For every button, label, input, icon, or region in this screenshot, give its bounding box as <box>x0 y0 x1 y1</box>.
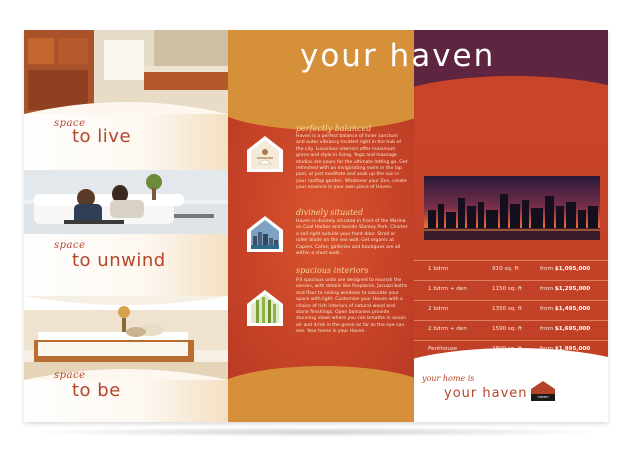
house-frame-yoga <box>245 134 285 178</box>
kitchen-photo <box>24 30 228 114</box>
logo-text: haven <box>537 395 549 399</box>
section-heading-situated: divinely situated <box>296 208 364 217</box>
unit-type: 1 bdrm <box>428 266 449 272</box>
price-value: $1,095,000 <box>554 266 591 272</box>
unit-price <box>540 286 590 292</box>
trifold-brochure <box>24 30 608 422</box>
right-panel <box>414 30 608 422</box>
house-frame-city <box>245 214 285 258</box>
unit-size: 1150 sq. ft <box>492 286 523 292</box>
left-panel <box>24 30 228 422</box>
bedroom-photo <box>24 296 228 380</box>
tag-space-3: space <box>54 370 86 381</box>
price-from-label: from <box>540 266 554 272</box>
couple-sofa-photo <box>24 170 228 234</box>
price-value: $1,295,000 <box>554 286 591 292</box>
footer-line-1: your home is <box>422 374 475 383</box>
price-value: $1,695,000 <box>554 326 591 332</box>
price-from-label: from <box>540 306 554 312</box>
house-frame-bamboo <box>245 288 285 332</box>
unit-price <box>540 346 590 352</box>
unit-size: 1350 sq. ft <box>492 306 523 312</box>
tag-to-be: to be <box>72 380 121 401</box>
section-heading-interiors: spacious interiors <box>296 266 369 275</box>
unit-price <box>540 326 590 332</box>
section-heading-balanced: perfectly balanced <box>296 124 372 133</box>
unit-type: 2 bdrm + den <box>428 326 467 332</box>
section-body-balanced: Haven is a perfect balance of inner sanctum and outer vibrancy located right in the hub of the city. Luxurious interiors offer maximum grace and style in living. Yoga and massage studios are yours for the ultimate letting go. Get refreshed with an invigorating swim in the lap pool, or just meditate and soak up the sun in your rooftop garden. Whatever your Zen, create your essence in your own piece of Haven. <box>296 134 408 191</box>
brochure-title: your haven <box>300 38 496 74</box>
tag-to-unwind: to unwind <box>72 250 166 271</box>
unit-size: 910 sq. ft <box>492 266 519 272</box>
tag-space-1: space <box>54 118 86 129</box>
unit-type: 1 bdrm + den <box>428 286 467 292</box>
unit-price <box>540 306 590 312</box>
price-value: $1,495,000 <box>554 306 591 312</box>
price-from-label: from <box>540 326 554 332</box>
unit-type: 2 bdrm <box>428 306 449 312</box>
unit-row <box>414 300 608 321</box>
price-from-label: from <box>540 286 554 292</box>
unit-row <box>414 260 608 281</box>
tag-to-live: to live <box>72 126 132 147</box>
haven-house-logo-icon <box>530 380 556 402</box>
brochure-shadow <box>24 427 608 437</box>
price-value: $1,995,000 <box>554 346 591 352</box>
footer-line-2: your haven <box>444 386 528 401</box>
tag-space-2: space <box>54 240 86 251</box>
middle-top-curve <box>228 70 414 130</box>
city-skyline-photo <box>424 176 600 240</box>
unit-row <box>414 320 608 341</box>
unit-size: 2800 sq. ft <box>492 346 523 352</box>
unit-row <box>414 280 608 301</box>
middle-panel <box>228 30 414 422</box>
right-red-curve <box>414 76 608 136</box>
unit-size: 1590 sq. ft <box>492 326 523 332</box>
unit-price <box>540 266 590 272</box>
section-body-interiors: Fill spacious units are designed to nourish the senses, with details like fireplaces, Jacuzzi baths and floor to ceiling windows to saturate your space with light. Customize your Haven with a choice of rich interiors of natural wood and stone finishings. Open balconies provide stunning views where you can breathe in ocean air and drink in the green as far as the eye can see. Your home is your Haven. <box>296 278 408 335</box>
middle-bottom-curve <box>228 366 414 422</box>
section-body-situated: Haven is divinely situated in front of the Marina on Coal Harbor and beside Stanley Park. Charter a sail right outside your front door. Stroll or roller blade on the sea wall. Get organic at Capers. Cafes, galleries and boutiques are all within a short walk. <box>296 219 408 257</box>
unit-row <box>414 340 608 361</box>
price-from-label: from <box>540 346 554 352</box>
unit-type: Penthouse <box>428 346 458 352</box>
